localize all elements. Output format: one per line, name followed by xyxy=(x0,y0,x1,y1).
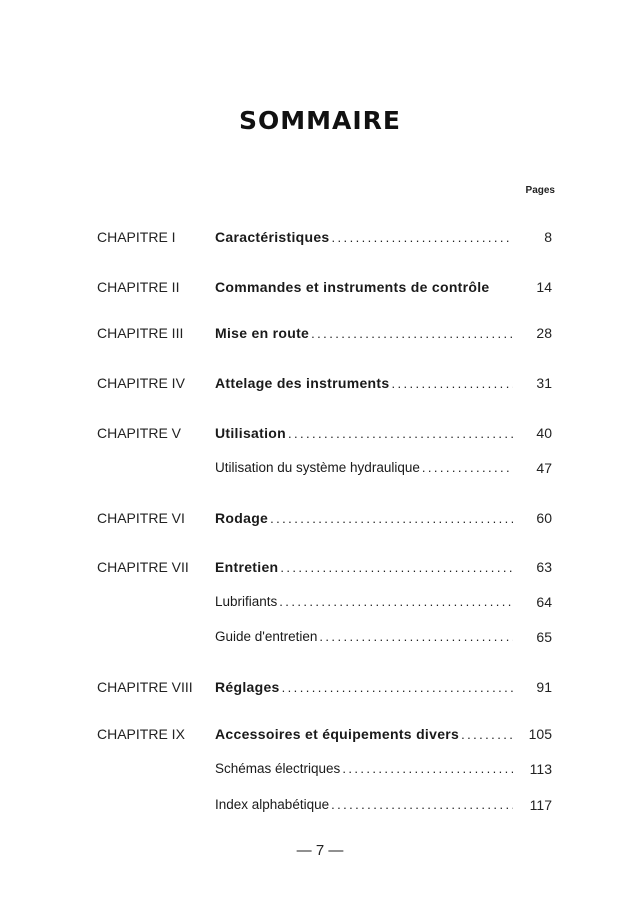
dot-leader xyxy=(282,677,513,699)
entry-title: Commandes et instruments de contrôle xyxy=(215,279,490,295)
dot-leader xyxy=(391,373,513,395)
toc-row xyxy=(0,556,640,578)
toc-row xyxy=(0,723,640,745)
dot-leader xyxy=(279,591,513,613)
dot-leader xyxy=(461,724,513,746)
page-number: 47 xyxy=(536,460,552,476)
entry-title: Caractéristiques xyxy=(215,229,330,245)
entry-title: Mise en route xyxy=(215,325,310,341)
pages-column-header: Pages xyxy=(525,185,555,196)
page-number: 60 xyxy=(536,510,552,526)
page-number: 65 xyxy=(536,629,552,645)
dot-leader xyxy=(332,227,513,249)
page-title: SOMMAIRE xyxy=(239,106,401,135)
entry-title: Lubrifiants xyxy=(215,594,278,609)
dot-leader xyxy=(331,794,513,816)
entry-title: Réglages xyxy=(215,679,280,695)
chapter-label: CHAPITRE II xyxy=(97,279,180,295)
toc-row xyxy=(0,591,640,613)
entry-title: Accessoires et équipements divers xyxy=(215,726,460,742)
dot-leader xyxy=(311,323,513,345)
toc-entry xyxy=(215,457,513,479)
entry-title: Schémas électriques xyxy=(215,761,341,776)
page-number: 14 xyxy=(536,279,552,295)
toc-row xyxy=(0,276,640,298)
page-number: 91 xyxy=(536,679,552,695)
page-number: 8 xyxy=(544,229,552,245)
toc-entry xyxy=(215,676,513,699)
toc-row xyxy=(0,758,640,780)
toc-entry xyxy=(215,507,513,530)
entry-title: Attelage des instruments xyxy=(215,375,390,391)
toc-entry xyxy=(215,626,513,648)
toc-row xyxy=(0,322,640,344)
chapter-label: CHAPITRE I xyxy=(97,229,176,245)
toc-row xyxy=(0,226,640,248)
toc-entry xyxy=(215,758,513,780)
chapter-label: CHAPITRE IV xyxy=(97,375,185,391)
toc-row xyxy=(0,794,640,816)
toc-entry xyxy=(215,322,513,345)
page-number: 113 xyxy=(529,761,552,777)
toc-entry xyxy=(215,556,513,579)
entry-title: Utilisation xyxy=(215,425,286,441)
page-number: 64 xyxy=(536,594,552,610)
toc-entry xyxy=(215,591,513,613)
page-number: 40 xyxy=(536,425,552,441)
toc-row xyxy=(0,457,640,479)
dot-leader xyxy=(288,423,513,445)
entry-title: Rodage xyxy=(215,510,269,526)
toc-row xyxy=(0,676,640,698)
entry-title: Guide d'entretien xyxy=(215,629,318,644)
toc-row xyxy=(0,626,640,648)
chapter-label: CHAPITRE III xyxy=(97,325,184,341)
chapter-label: CHAPITRE VIII xyxy=(97,679,193,695)
page-number: 28 xyxy=(536,325,552,341)
toc-entry xyxy=(215,276,513,298)
chapter-label: CHAPITRE VII xyxy=(97,559,189,575)
dot-leader xyxy=(342,758,513,780)
page-number: 105 xyxy=(528,726,552,742)
entry-title: Entretien xyxy=(215,559,279,575)
entry-title: Utilisation du système hydraulique xyxy=(215,460,420,475)
entry-title: Index alphabétique xyxy=(215,797,330,812)
toc-entry xyxy=(215,226,513,249)
dot-leader xyxy=(270,508,513,530)
toc-row xyxy=(0,422,640,444)
dot-leader xyxy=(422,457,513,479)
chapter-label: CHAPITRE VI xyxy=(97,510,185,526)
toc-entry xyxy=(215,422,513,445)
page-number: 31 xyxy=(536,375,552,391)
page-number: 63 xyxy=(536,559,552,575)
toc-row xyxy=(0,372,640,394)
toc-entry xyxy=(215,372,513,395)
chapter-label: CHAPITRE V xyxy=(97,425,182,441)
page-number: 117 xyxy=(529,797,552,813)
dot-leader xyxy=(319,626,513,648)
toc-entry xyxy=(215,723,513,746)
toc-entry xyxy=(215,794,513,816)
page-number-footer: — 7 — xyxy=(296,842,344,859)
dot-leader xyxy=(280,557,513,579)
toc-row xyxy=(0,507,640,529)
chapter-label: CHAPITRE IX xyxy=(97,726,185,742)
